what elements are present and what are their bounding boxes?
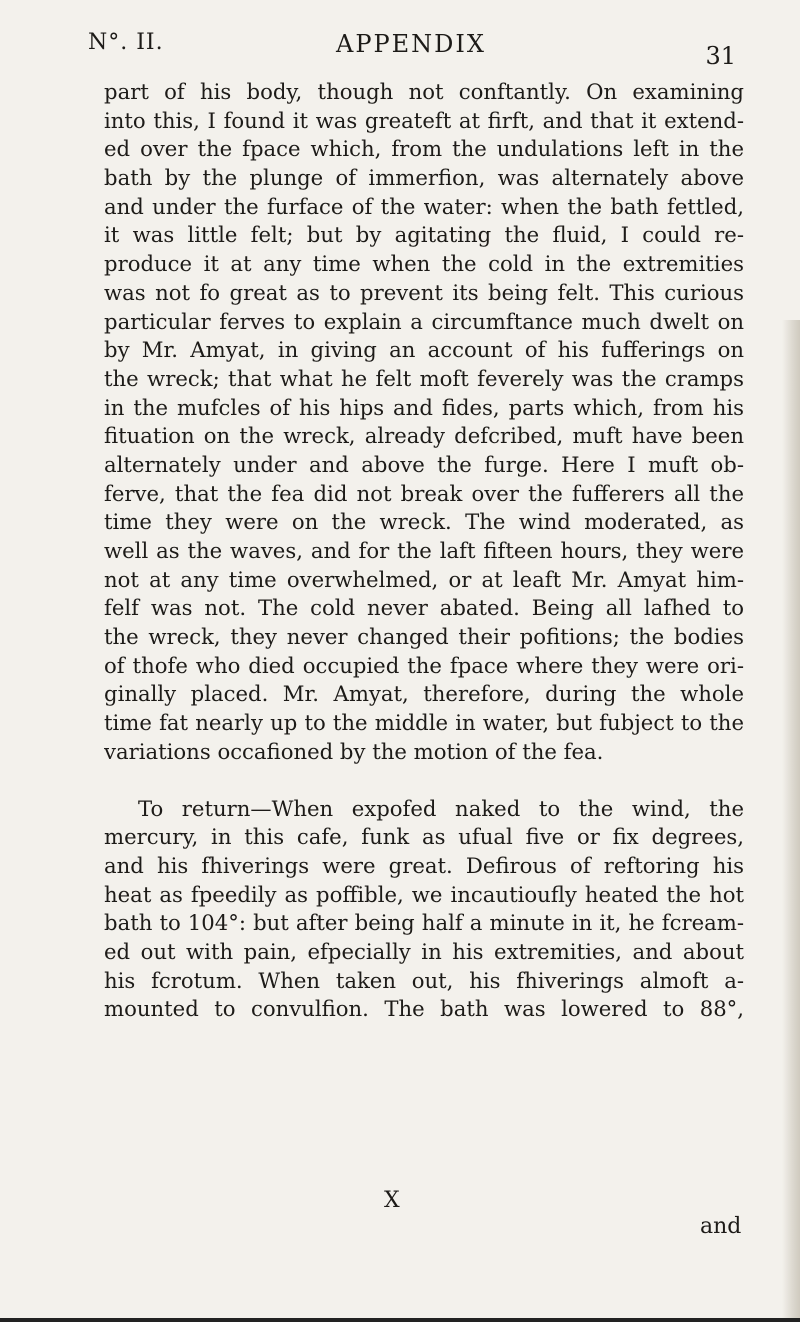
text-line: of thofe who died occupied the fpace where they were ori-	[104, 652, 744, 678]
text-line: ginally placed. Mr. Amyat, therefore, during the whole	[104, 681, 744, 707]
appendix-number: N°. II.	[88, 30, 164, 55]
catchword: and	[700, 1214, 742, 1239]
text-line: ed out with pain, efpecially in his extremities, and about	[104, 938, 744, 964]
text-line: the wreck, they never changed their pofitions; the bodies	[104, 624, 744, 650]
text-line: in the mufcles of his hips and fides, parts which, from his	[104, 394, 744, 420]
text-line: time they were on the wreck. The wind moderated, as	[104, 509, 744, 535]
signature-mark: X	[384, 1188, 400, 1213]
text-line: by Mr. Amyat, in giving an account of his fufferings on	[104, 337, 744, 363]
running-title: APPENDIX	[336, 30, 486, 58]
text-line: bath to 104°: but after being half a minute in it, he fcream-	[104, 910, 744, 936]
text-line: into this, I found it was greateft at firft, and that it extend-	[104, 107, 744, 133]
page-footer	[0, 1188, 800, 1248]
text-line: and his fhiverings were great. Defirous of reftoring his	[104, 852, 744, 878]
text-line: the wreck; that what he felt moft feverely was the cramps	[104, 365, 744, 391]
text-line: his fcrotum. When taken out, his fhiverings almoft a-	[104, 967, 744, 993]
text-line: mercury, in this cafe, funk as ufual five or fix degrees,	[104, 824, 744, 850]
paragraph-1	[104, 78, 744, 767]
page-edge-shadow	[782, 320, 800, 1320]
body-text	[104, 78, 744, 1024]
text-line: bath by the plunge of immerfion, was alternately above	[104, 165, 744, 191]
text-line: particular ferves to explain a circumftance much dwelt on	[104, 308, 744, 334]
text-line: ed over the fpace which, from the undulations left in the	[104, 136, 744, 162]
text-line: mounted to convulfion. The bath was lowered to 88°,	[104, 996, 744, 1022]
text-line: time fat nearly up to the middle in water, but fubject to the	[104, 710, 744, 736]
text-line: and under the furface of the water: when the bath fettled,	[104, 193, 744, 219]
text-line: was not fo great as to prevent its being felt. This curious	[104, 279, 744, 305]
text-line: To return—When expofed naked to the wind, the	[138, 795, 744, 821]
text-line: not at any time overwhelmed, or at leaft Mr. Amyat him-	[104, 566, 744, 592]
text-line: variations occafioned by the motion of the fea.	[104, 738, 604, 764]
text-line: fituation on the wreck, already defcribed, muft have been	[104, 423, 744, 449]
text-line: heat as fpeedily as poffible, we incautioufly heated the hot	[104, 881, 744, 907]
paragraph-2	[104, 795, 744, 1025]
text-line: alternately under and above the furge. Here I muft ob-	[104, 451, 744, 477]
page-bottom-edge	[0, 1318, 800, 1322]
text-line: produce it at any time when the cold in the extremities	[104, 251, 744, 277]
page-number: 31	[705, 42, 736, 70]
running-header	[82, 16, 760, 70]
text-line: felf was not. The cold never abated. Being all lafhed to	[104, 595, 744, 621]
text-line: well as the waves, and for the laft fifteen hours, they were	[104, 538, 744, 563]
text-line: it was little felt; but by agitating the fluid, I could re-	[104, 222, 744, 248]
text-line: part of his body, though not conftantly. On examining	[104, 79, 744, 104]
text-line: ferve, that the fea did not break over the fufferers all the	[104, 480, 744, 506]
